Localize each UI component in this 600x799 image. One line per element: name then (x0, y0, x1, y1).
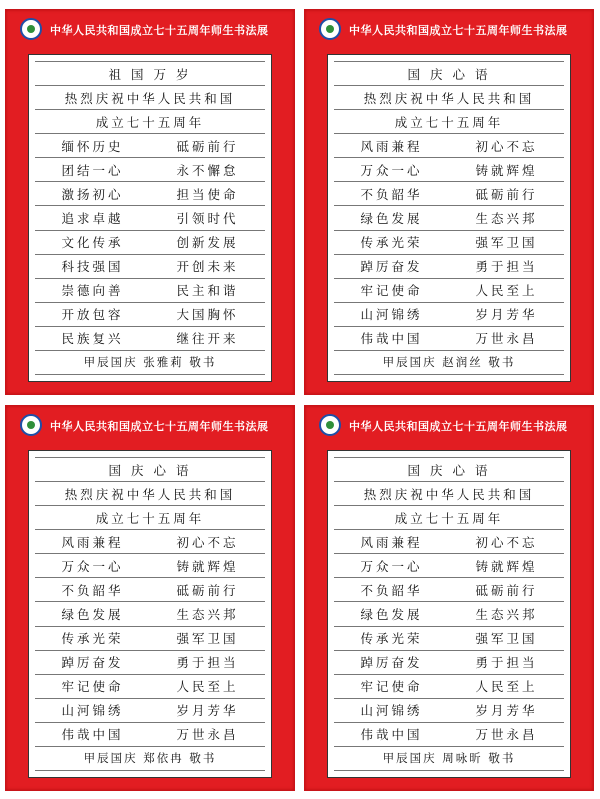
couplet-second-half: 初心不忘 (475, 534, 538, 550)
calligraphy-paper (327, 450, 571, 778)
couplet-first-half: 踔厉奋发 (61, 655, 124, 671)
couplet-line (35, 578, 265, 602)
anniversary-line: 成立七十五周年 (334, 110, 564, 134)
couplet-second-half: 民主和谐 (176, 283, 239, 299)
signature-line: 甲辰国庆 张雅莉 敬书 (35, 351, 265, 375)
couplet-first-half: 伟哉中国 (61, 727, 124, 743)
couplet-line (334, 602, 564, 626)
couplet-first-half: 伟哉中国 (360, 331, 423, 347)
couplet-second-half: 铸就辉煌 (475, 558, 538, 574)
couplet-first-half: 风雨兼程 (360, 138, 423, 154)
couplet-second-half: 岁月芳华 (475, 307, 538, 323)
couplet-second-half: 万世永昌 (176, 727, 239, 743)
couplet-second-half: 人民至上 (475, 283, 538, 299)
couplet-second-half: 砥砺前行 (475, 186, 538, 202)
school-logo-icon (319, 414, 341, 436)
couplet-second-half: 初心不忘 (475, 138, 538, 154)
couplet-first-half: 伟哉中国 (360, 727, 423, 743)
couplet-second-half: 岁月芳华 (475, 703, 538, 719)
banner-title: 中华人民共和国成立七十五周年师生书法展 (50, 420, 269, 433)
couplet-first-half: 民族复兴 (61, 331, 124, 347)
couplet-second-half: 勇于担当 (176, 655, 239, 671)
sheet-heading: 国 庆 心 语 (334, 457, 564, 482)
couplet-second-half: 生态兴邦 (176, 607, 239, 622)
couplet-line (35, 279, 265, 303)
couplet-first-half: 崇德向善 (61, 283, 124, 299)
couplet-first-half: 开放包容 (61, 307, 124, 323)
celebration-line: 热烈庆祝中华人民共和国 (334, 482, 564, 506)
banner-title: 中华人民共和国成立七十五周年师生书法展 (50, 24, 269, 37)
calligraphy-sheet-4 (304, 405, 594, 791)
couplet-first-half: 追求卓越 (61, 211, 124, 226)
couplet-line (334, 554, 564, 578)
couplet-line (35, 699, 265, 723)
couplet-first-half: 文化传承 (61, 235, 124, 251)
couplet-first-half: 山河锦绣 (61, 703, 124, 719)
couplet-first-half: 牢记使命 (61, 679, 124, 695)
couplet-first-half: 传承光荣 (360, 631, 423, 647)
couplet-first-half: 踔厉奋发 (360, 655, 423, 671)
calligraphy-lines (334, 61, 564, 375)
couplet-line (334, 699, 564, 723)
couplet-line (35, 182, 265, 206)
couplet-second-half: 创新发展 (176, 235, 239, 251)
calligraphy-sheet-2 (304, 9, 594, 395)
calligraphy-paper (28, 54, 272, 382)
couplet-line (334, 327, 564, 351)
couplet-second-half: 初心不忘 (176, 534, 239, 550)
couplet-first-half: 风雨兼程 (360, 534, 423, 550)
couplet-first-half: 绿色发展 (360, 607, 423, 622)
couplet-second-half: 人民至上 (475, 679, 538, 695)
couplet-line (35, 134, 265, 158)
couplet-second-half: 担当使命 (176, 186, 239, 202)
celebration-line: 热烈庆祝中华人民共和国 (334, 86, 564, 110)
couplet-line (35, 158, 265, 182)
couplet-second-half: 强军卫国 (475, 631, 538, 647)
calligraphy-sheet-3 (5, 405, 295, 791)
couplet-line (35, 255, 265, 279)
couplet-second-half: 岁月芳华 (176, 703, 239, 719)
couplet-second-half: 铸就辉煌 (475, 162, 538, 178)
calligraphy-paper (327, 54, 571, 382)
couplet-second-half: 开创未来 (176, 259, 239, 275)
signature-line: 甲辰国庆 郑依冉 敬书 (35, 747, 265, 771)
couplet-first-half: 不负韶华 (360, 582, 423, 598)
signature-line: 甲辰国庆 周咏昕 敬书 (334, 747, 564, 771)
couplet-first-half: 激扬初心 (61, 186, 124, 202)
calligraphy-sheet-1 (5, 9, 295, 395)
couplet-first-half: 传承光荣 (360, 235, 423, 251)
calligraphy-lines (334, 457, 564, 771)
couplet-first-half: 牢记使命 (360, 283, 423, 299)
banner-title: 中华人民共和国成立七十五周年师生书法展 (349, 420, 568, 433)
couplet-second-half: 人民至上 (176, 679, 239, 695)
couplet-second-half: 勇于担当 (475, 655, 538, 671)
couplet-first-half: 山河锦绣 (360, 307, 423, 323)
celebration-line: 热烈庆祝中华人民共和国 (35, 482, 265, 506)
couplet-line (334, 206, 564, 230)
anniversary-line: 成立七十五周年 (35, 506, 265, 530)
sheet-heading: 国 庆 心 语 (334, 61, 564, 86)
couplet-second-half: 引领时代 (176, 211, 239, 226)
couplet-first-half: 山河锦绣 (360, 703, 423, 719)
couplet-line (334, 578, 564, 602)
couplet-first-half: 万众一心 (360, 162, 423, 178)
calligraphy-lines (35, 457, 265, 771)
couplet-line (35, 206, 265, 230)
couplet-line (334, 134, 564, 158)
couplet-first-half: 踔厉奋发 (360, 259, 423, 275)
couplet-second-half: 砥砺前行 (176, 138, 239, 154)
couplet-first-half: 不负韶华 (360, 186, 423, 202)
couplet-line (35, 651, 265, 675)
couplet-first-half: 科技强国 (61, 259, 124, 275)
couplet-line (334, 303, 564, 327)
couplet-line (35, 627, 265, 651)
couplet-second-half: 万世永昌 (475, 727, 538, 743)
couplet-second-half: 砥砺前行 (475, 582, 538, 598)
couplet-second-half: 铸就辉煌 (176, 558, 239, 574)
couplet-line (334, 530, 564, 554)
couplet-second-half: 生态兴邦 (475, 607, 538, 622)
couplet-line (35, 231, 265, 255)
sheet-banner (305, 10, 593, 46)
couplet-line (35, 675, 265, 699)
couplet-second-half: 砥砺前行 (176, 582, 239, 598)
couplet-first-half: 万众一心 (61, 558, 124, 574)
anniversary-line: 成立七十五周年 (334, 506, 564, 530)
couplet-line (35, 303, 265, 327)
couplet-line (334, 627, 564, 651)
couplet-first-half: 牢记使命 (360, 679, 423, 695)
couplet-line (35, 327, 265, 351)
sheet-heading: 祖 国 万 岁 (35, 61, 265, 86)
couplet-line (35, 602, 265, 626)
couplet-first-half: 不负韶华 (61, 582, 124, 598)
couplet-line (334, 231, 564, 255)
school-logo-icon (20, 414, 42, 436)
couplet-line (35, 723, 265, 747)
sheet-banner (6, 10, 294, 46)
couplet-line (334, 158, 564, 182)
couplet-line (334, 279, 564, 303)
couplet-first-half: 风雨兼程 (61, 534, 124, 550)
calligraphy-lines (35, 61, 265, 375)
couplet-second-half: 强军卫国 (475, 235, 538, 251)
couplet-first-half: 团结一心 (61, 162, 124, 178)
sheet-heading: 国 庆 心 语 (35, 457, 265, 482)
couplet-second-half: 继往开来 (176, 331, 239, 347)
couplet-first-half: 绿色发展 (360, 211, 423, 226)
anniversary-line: 成立七十五周年 (35, 110, 265, 134)
couplet-first-half: 传承光荣 (61, 631, 124, 647)
couplet-line (334, 182, 564, 206)
calligraphy-paper (28, 450, 272, 778)
couplet-second-half: 永不懈怠 (176, 162, 239, 178)
couplet-line (334, 255, 564, 279)
couplet-second-half: 生态兴邦 (475, 211, 538, 226)
sheet-banner (305, 406, 593, 442)
couplet-second-half: 万世永昌 (475, 331, 538, 347)
school-logo-icon (319, 18, 341, 40)
couplet-line (334, 651, 564, 675)
couplet-first-half: 万众一心 (360, 558, 423, 574)
couplet-first-half: 缅怀历史 (61, 138, 124, 154)
signature-line: 甲辰国庆 赵润丝 敬书 (334, 351, 564, 375)
couplet-line (334, 675, 564, 699)
banner-title: 中华人民共和国成立七十五周年师生书法展 (349, 24, 568, 37)
couplet-line (35, 554, 265, 578)
sheet-banner (6, 406, 294, 442)
couplet-second-half: 勇于担当 (475, 259, 538, 275)
couplet-second-half: 强军卫国 (176, 631, 239, 647)
couplet-line (334, 723, 564, 747)
couplet-second-half: 大国胸怀 (176, 307, 239, 323)
couplet-line (35, 530, 265, 554)
school-logo-icon (20, 18, 42, 40)
couplet-first-half: 绿色发展 (61, 607, 124, 622)
celebration-line: 热烈庆祝中华人民共和国 (35, 86, 265, 110)
